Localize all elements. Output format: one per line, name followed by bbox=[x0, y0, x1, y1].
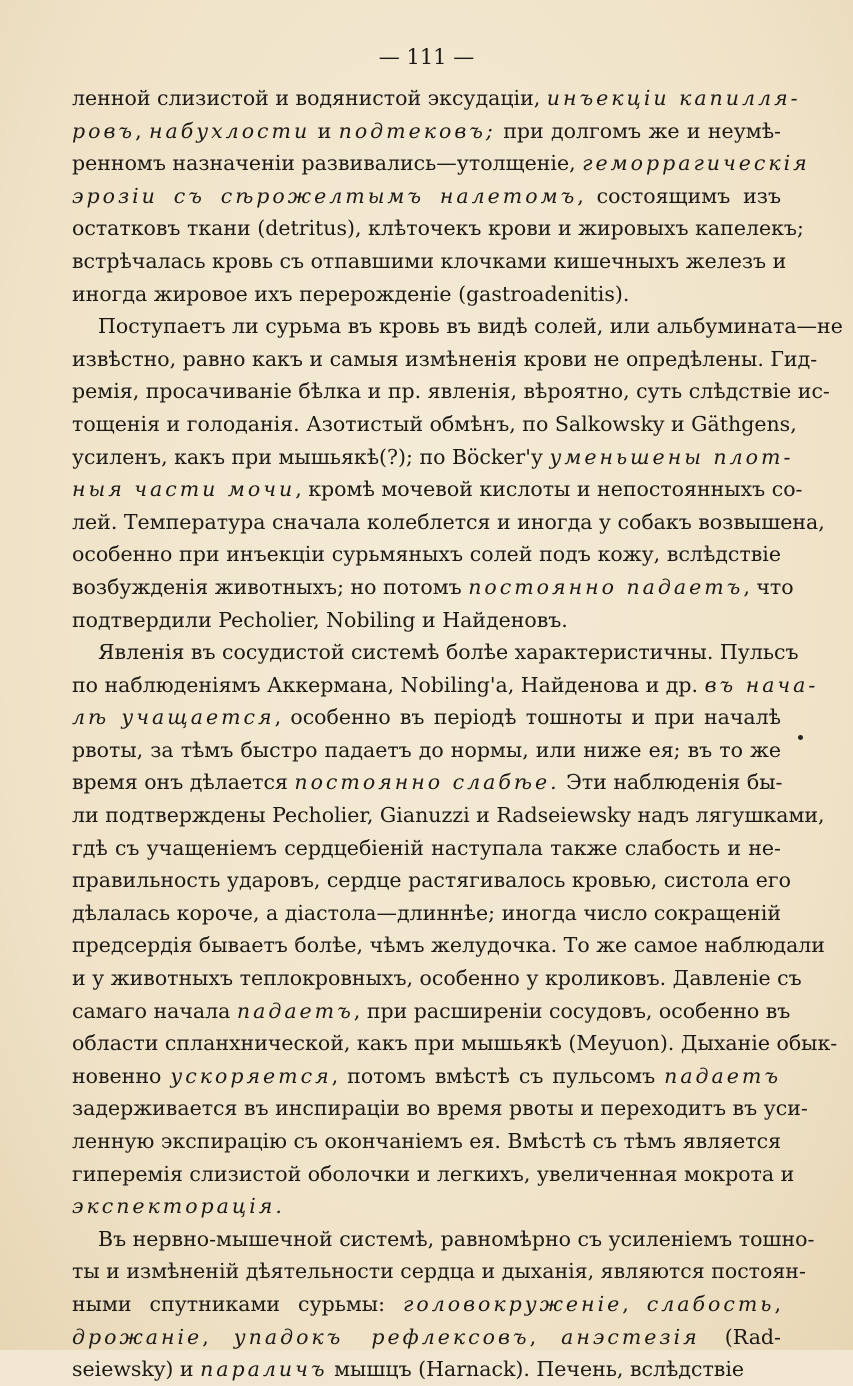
emphasis-text: головокруженіе bbox=[403, 1291, 623, 1316]
text-line bbox=[72, 832, 781, 865]
text-run: , кромѣ мочевой кислоты и непостоянныхъ со- bbox=[295, 477, 803, 502]
emphasis-text: инъекціи капилля- bbox=[546, 86, 801, 110]
text-line bbox=[72, 701, 781, 734]
text-run: время онъ дѣлается bbox=[72, 770, 295, 795]
emphasis-text: геморрагическія bbox=[582, 151, 810, 176]
text-line bbox=[72, 1288, 781, 1321]
text-line bbox=[72, 82, 801, 115]
text-run: извѣстно, равно какъ и самыя измѣненія крови не опредѣлены. Гид- bbox=[72, 346, 818, 371]
text-run: ты и измѣненій дѣятельности сердца и дыханія, являются постоян- bbox=[72, 1259, 806, 1284]
text-run: и у животныхъ теплокровныхъ, особенно у кроликовъ. Давленіе съ bbox=[72, 966, 802, 991]
text-run: области спланхнической, какъ при мышьякѣ (Meyuon). Дыханіе обык- bbox=[72, 1031, 838, 1056]
text-line bbox=[72, 180, 781, 213]
text-line bbox=[72, 1190, 781, 1223]
text-line bbox=[72, 766, 781, 799]
text-line bbox=[72, 1321, 781, 1354]
emphasis-text: постоянно слабѣе. bbox=[294, 770, 560, 795]
text-run: усиленъ, какъ при мышьякѣ(?); по Böcker'у bbox=[72, 444, 550, 469]
text-line bbox=[72, 441, 794, 474]
text-line bbox=[72, 636, 799, 669]
text-run: , особенно въ періодѣ тошноты и при началѣ bbox=[274, 705, 781, 730]
emphasis-text: лѣ учащается bbox=[72, 705, 275, 730]
text-line bbox=[72, 147, 810, 180]
text-line bbox=[72, 115, 781, 148]
text-line bbox=[72, 1125, 781, 1158]
text-run: ленную экспирацію съ окончаніемъ ея. Вмѣстѣ съ тѣмъ является bbox=[72, 1129, 782, 1153]
text-run: seiewsky) и bbox=[72, 1357, 201, 1382]
text-line bbox=[72, 343, 818, 376]
text-line bbox=[72, 473, 803, 506]
text-run: (Rad- bbox=[699, 1324, 781, 1349]
text-run: Въ нервно-мышечной системѣ, равномѣрно съ усиленіемъ тошно- bbox=[98, 1226, 815, 1251]
emphasis-text: подтековъ; bbox=[338, 118, 496, 143]
text-run: , что bbox=[743, 574, 794, 599]
text-run: ными спутниками сурьмы: bbox=[72, 1291, 403, 1316]
text-run: Явленія въ сосудистой системѣ болѣе характеристичны. Пульсъ bbox=[98, 640, 799, 665]
emphasis-text: параличъ bbox=[200, 1357, 328, 1382]
emphasis-text: ускоряется bbox=[170, 1063, 332, 1088]
emphasis-text: набухлости bbox=[148, 118, 311, 143]
text-line bbox=[72, 604, 781, 637]
text-run: возбужденія животныхъ; но потомъ bbox=[72, 574, 469, 599]
text-line bbox=[72, 1060, 781, 1093]
emphasis-text: ныя части мочи bbox=[72, 477, 296, 502]
text-run: , состоящимъ изъ bbox=[577, 183, 781, 208]
text-line bbox=[72, 799, 825, 832]
text-run: ли подтверждены Pecholier, Gianuzzi и Radseiewsky надъ лягушками, bbox=[72, 803, 825, 828]
text-run: тощенія и голоданія. Азотистый обмѣнъ, по Salkowsky и Gäthgens, bbox=[72, 411, 797, 436]
text-run: гдѣ съ учащеніемъ сердцебіеній наступала также слабость и не- bbox=[72, 835, 781, 860]
text-run: , bbox=[202, 1324, 234, 1349]
emphasis-text: падаетъ bbox=[236, 998, 354, 1023]
emphasis-text: дрожаніе bbox=[72, 1324, 203, 1349]
text-line bbox=[72, 1353, 781, 1386]
text-line bbox=[72, 212, 804, 245]
text-run: , bbox=[135, 118, 149, 143]
text-run: остатковъ ткани (detritus), клѣточекъ крови и жировыхъ капелекъ; bbox=[72, 216, 804, 241]
text-run: ренномъ назначеніи развивались—утолщеніе, bbox=[72, 151, 583, 176]
text-run: мышцъ (Harnack). Печень, вслѣдствіе bbox=[327, 1357, 745, 1382]
text-run: Эти наблюденія бы- bbox=[559, 770, 783, 795]
body-text bbox=[72, 82, 843, 1386]
text-run: при долгомъ же и неумѣ- bbox=[495, 118, 781, 143]
text-run: самаго начала bbox=[72, 998, 237, 1023]
text-line bbox=[72, 864, 792, 897]
text-line bbox=[72, 245, 787, 278]
text-line bbox=[72, 1223, 815, 1256]
emphasis-text: ровъ bbox=[72, 118, 136, 143]
text-run: встрѣчалась кровь съ отпавшими клочками кишечныхъ железъ и bbox=[72, 248, 787, 273]
text-run: ленной слизистой и водянистой эксудаціи, bbox=[72, 86, 547, 110]
text-line bbox=[72, 538, 781, 571]
emphasis-text: анэстезія bbox=[561, 1324, 700, 1349]
text-line bbox=[72, 734, 781, 767]
text-run: предсердія бываетъ болѣе, чѣмъ желудочка. То же самое наблюдали bbox=[72, 933, 825, 958]
text-run: ремія, просачиваніе бѣлка и пр. явленія, вѣроятно, суть слѣдствіе ис- bbox=[72, 379, 830, 404]
text-line bbox=[72, 962, 802, 995]
text-run: , bbox=[622, 1291, 647, 1316]
text-run: , bbox=[529, 1324, 562, 1349]
text-run: и bbox=[310, 118, 339, 143]
text-run: по наблюденіямъ Аккермана, Nobiling'а, Найденова и др. bbox=[72, 672, 705, 697]
text-run: Поступаетъ ли сурьма въ кровь въ видѣ солей, или альбумината—не bbox=[98, 314, 843, 339]
text-line bbox=[72, 929, 825, 962]
emphasis-text: упадокъ рефлексовъ bbox=[233, 1324, 530, 1349]
emphasis-text: падаетъ bbox=[664, 1063, 781, 1088]
text-run: , bbox=[774, 1291, 781, 1316]
text-line bbox=[72, 278, 781, 311]
emphasis-text: слабость bbox=[646, 1291, 775, 1316]
text-run: задерживается въ инспираціи во время рвоты и переходитъ въ уси- bbox=[72, 1096, 808, 1121]
text-line bbox=[72, 375, 830, 408]
text-line bbox=[72, 310, 843, 343]
text-run: правильность ударовъ, сердце растягивалось кровью, систола его bbox=[72, 868, 792, 893]
emphasis-text: постоянно падаетъ bbox=[468, 574, 744, 599]
text-run: подтвердили Pecholier, Nobiling и Найденовъ. bbox=[72, 607, 568, 632]
text-line bbox=[72, 1027, 838, 1060]
text-line bbox=[72, 506, 825, 539]
text-run: гиперемія слизистой оболочки и легкихъ, увеличенная мокрота и bbox=[72, 1161, 795, 1186]
page-number: — 111 — bbox=[378, 45, 475, 69]
emphasis-text: въ нача- bbox=[704, 672, 819, 697]
text-run: иногда жировое ихъ перерожденіе (gastroadenitis). bbox=[72, 281, 630, 306]
emphasis-text: уменьшены плот- bbox=[549, 444, 794, 469]
text-line bbox=[72, 408, 797, 441]
emphasis-text: эрозіи съ сѣрожелтымъ налетомъ bbox=[72, 183, 578, 208]
text-run: новенно bbox=[72, 1063, 171, 1088]
margin-ink-dot bbox=[798, 735, 803, 740]
text-line bbox=[72, 571, 794, 604]
text-run: рвоты, за тѣмъ быстро падаетъ до нормы, или ниже ея; въ то же bbox=[72, 737, 781, 762]
text-run: лей. Температура сначала колеблется и иногда у собакъ возвышена, bbox=[72, 509, 825, 534]
text-line bbox=[72, 1255, 806, 1288]
text-run: , при расширеніи сосудовъ, особенно въ bbox=[353, 998, 791, 1023]
text-run: особенно при инъекціи сурьмяныхъ солей подъ кожу, вслѣдствіе bbox=[72, 542, 781, 567]
text-line bbox=[72, 669, 819, 702]
text-run: , потомъ вмѣстѣ съ пульсомъ bbox=[331, 1063, 665, 1088]
text-line bbox=[72, 1092, 808, 1125]
emphasis-text: экспекторація. bbox=[72, 1194, 285, 1219]
text-line bbox=[72, 897, 781, 930]
text-line bbox=[72, 1158, 795, 1191]
text-line bbox=[72, 995, 791, 1028]
text-run: дѣлалась короче, а діастола—длиннѣе; иногда число сокращеній bbox=[72, 900, 781, 925]
